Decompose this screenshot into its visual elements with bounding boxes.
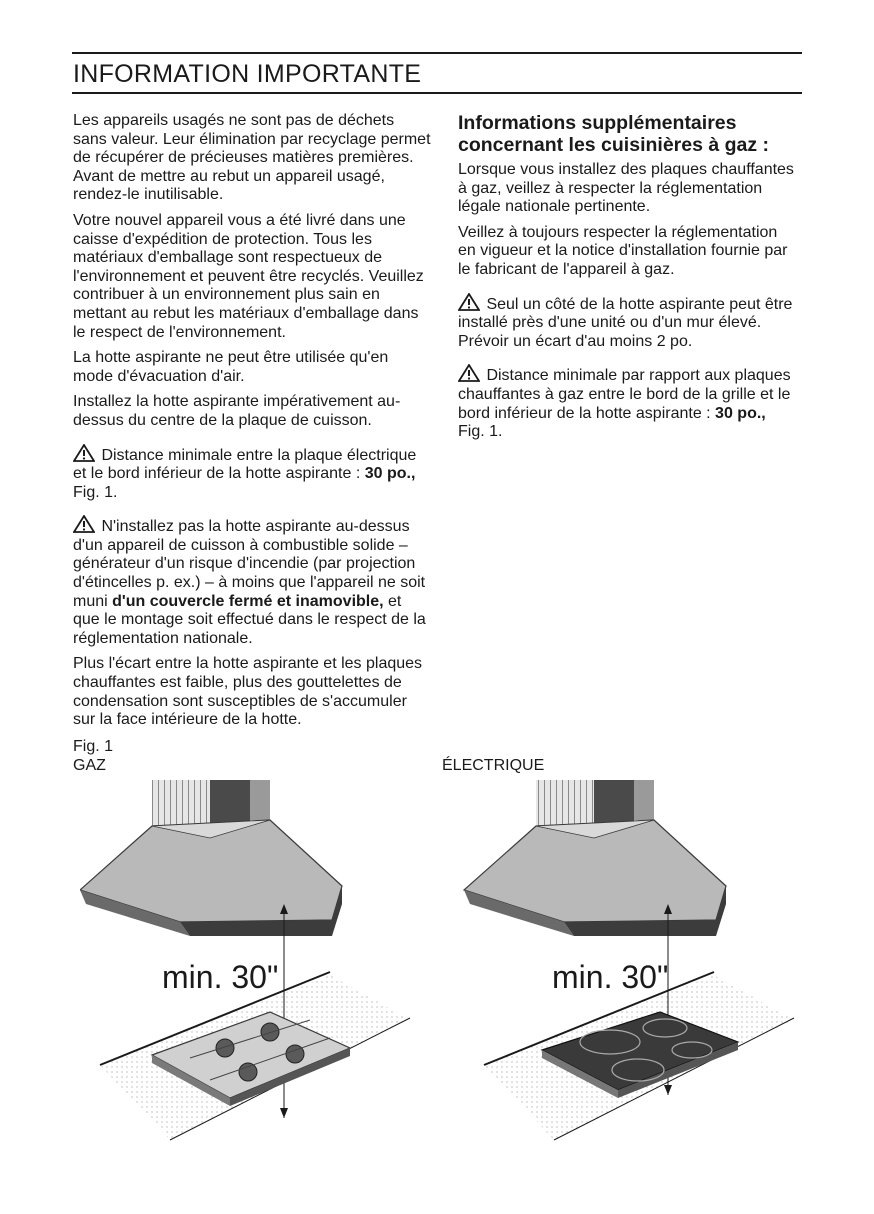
warning-icon [73,515,95,533]
warning-icon [458,293,480,311]
warning-icon [458,364,480,382]
electric-dimension-label: min. 30" [552,959,669,995]
figure-number: Fig. 1 [73,738,114,755]
paragraph-exhaust-mode: La hotte aspirante ne peut être utilisée qu'en mode d'évacuation d'air. [73,349,389,385]
warning-min-distance-electric [73,444,431,503]
warning-bold-text: d'un couvercle fermé et inamovible, [112,592,384,610]
warning-min-distance-gas [458,364,796,441]
electric-hood-illustration [460,780,805,1150]
warning-text-end: Fig. 1. [73,483,118,501]
hood-canopy [80,820,342,936]
page-title: INFORMATION IMPORTANTE [73,60,422,88]
warning-text-end: Fig. 1. [458,423,503,441]
paragraph-gas-instructions: Veillez à toujours respecter la réglementation en vigueur et la notice d'installation fournie par le fabricant de l'appareil à gaz. [458,223,788,278]
gas-dimension-label: min. 30" [162,959,279,995]
section-heading-gas: Informations supplémentaires concernant les cuisinières à gaz : [458,112,770,156]
title-underline [72,92,802,94]
paragraph-gas-regulation: Lorsque vous installez des plaques chauffantes à gaz, veillez à respecter la réglementation légale nationale pertinente. [458,161,794,216]
warning-solid-fuel [73,515,431,648]
warning-bold-value: 30 po., [364,465,416,483]
warning-icon [73,444,95,462]
paragraph-recycling: Les appareils usagés ne sont pas de déchets sans valeur. Leur élimination par recyclage permet de récupérer de précieuses matières premières. Avant de mettre au rebut un appareil usagé, rendez-le inutilisable. [73,112,431,204]
top-rule [72,52,802,54]
warning-text: Seul un côté de la hotte aspirante peut être installé près d'une unité ou d'un mur élevé. Prévoir un écart d'au moins 2 po. [458,295,793,350]
gas-label: GAZ [73,757,106,774]
warning-text: N'installez pas la hotte aspirante au-dessus d'un appareil de cuisson à combustible solide – générateur d'un risque d'incendie (par projection d'étincelles p. ex.) – à moins que l'appareil ne soit muni [73,518,426,610]
warning-wall-side [458,293,796,352]
right-column [458,112,796,455]
electric-label: ÉLECTRIQUE [442,757,545,774]
hood-canopy [464,820,726,936]
paragraph-packaging: Votre nouvel appareil vous a été livré dans une caisse d'expédition de protection. Tous les matériaux d'emballage sont respectueux de l'environnement et peuvent être recyclés. Veuillez contribuer à un environnement plus sain en mettant au rebut les matériaux d'emballage dans le respect de l'environnement. [73,211,424,341]
warning-text: Distance minimale par rapport aux plaques chauffantes à gaz entre le bord de la grille et le bord inférieur de la hotte aspirante : [458,367,791,422]
warning-bold-value: 30 po., [715,404,766,422]
paragraph-centering: Installez la hotte aspirante impérativement au-dessus du centre de la plaque de cuisson. [73,393,401,429]
left-column [73,112,431,737]
gas-hood-illustration [80,780,425,1150]
warning-text-end: et que le montage soit effectué dans le respect de la réglementation nationale. [73,592,426,647]
paragraph-condensation: Plus l'écart entre la hotte aspirante et les plaques chauffantes est faible, plus des gouttelettes de condensation sont susceptibles de s'accumuler sur la face intérieure de la hotte. [73,655,423,729]
warning-text: Distance minimale entre la plaque électrique et le bord inférieur de la hotte aspirante : [73,446,417,483]
